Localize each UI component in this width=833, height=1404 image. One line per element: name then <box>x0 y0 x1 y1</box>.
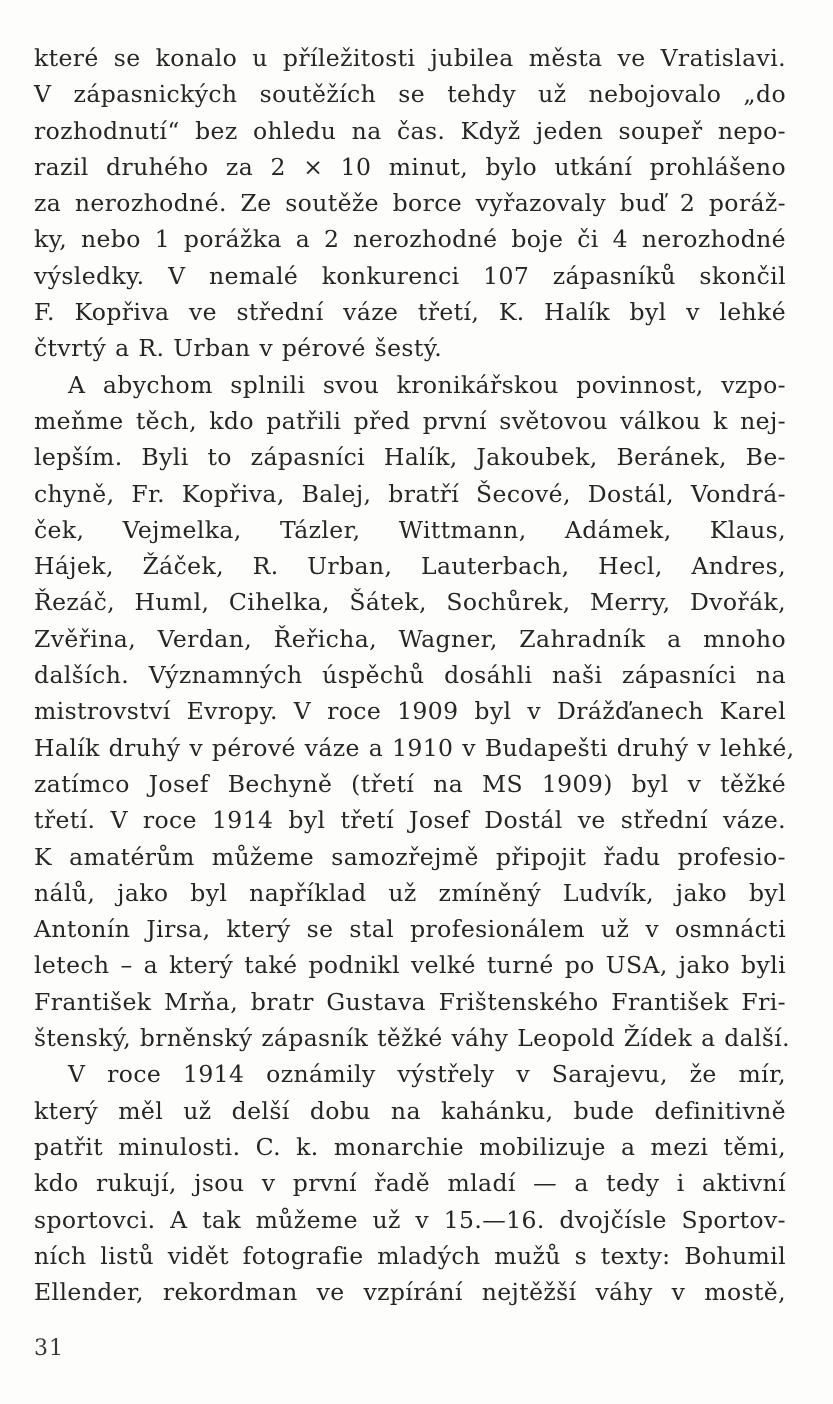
text-line: sportovci. A tak můžeme už v 15.—16. dvojčísle Sportov- <box>34 1205 786 1234</box>
text-line: štenský, brněnský zápasník těžké váhy Leopold Žídek a další. <box>34 1024 790 1053</box>
text-line: patřit minulosti. C. k. monarchie mobilizuje a mezi těmi, <box>34 1132 786 1161</box>
text-line: V roce 1914 oznámily výstřely v Sarajevu, že mír, <box>68 1060 786 1089</box>
page-number: 31 <box>34 1336 64 1361</box>
text-line: který měl už delší dobu na kahánku, bude definitivně <box>34 1096 786 1125</box>
text-line: zatímco Josef Bechyně (třetí na MS 1909) byl v těžké <box>34 769 786 798</box>
text-line: Halík druhý v pérové váze a 1910 v Budapešti druhý v lehké, <box>34 733 795 762</box>
text-line: lepším. Byli to zápasníci Halík, Jakoubek, Beránek, Be- <box>34 443 786 472</box>
text-line: čtvrtý a R. Urban v pérové šestý. <box>34 334 443 363</box>
text-line: ček, Vejmelka, Tázler, Wittmann, Adámek, Klaus, <box>34 515 786 544</box>
text-line: letech – a který také podnikl velké turné po USA, jako byli <box>34 951 786 980</box>
text-line: K amatérům můžeme samozřejmě připojit řadu profesio- <box>34 842 786 871</box>
text-line: rozhodnutí“ bez ohledu na čas. Když jeden soupeř nepo- <box>34 116 786 145</box>
text-line: za nerozhodné. Ze soutěže borce vyřazovaly buď 2 poráž- <box>34 189 786 218</box>
text-line: razil druhého za 2 × 10 minut, bylo utkání prohlášeno <box>34 152 786 181</box>
text-line: výsledky. V nemalé konkurenci 107 zápasníků skončil <box>34 261 786 290</box>
text-line: nálů, jako byl například už zmíněný Ludvík, jako byl <box>34 878 786 907</box>
body-text <box>34 40 795 1310</box>
text-line: Antonín Jirsa, který se stal profesionálem už v osmnácti <box>34 915 786 944</box>
text-line: F. Kopřiva ve střední váze třetí, K. Halík byl v lehké <box>34 298 786 327</box>
text-line: chyně, Fr. Kopřiva, Balej, bratří Šecové, Dostál, Vondrá- <box>34 479 786 508</box>
text-line: dalších. Významných úspěchů dosáhli naši zápasníci na <box>34 661 786 690</box>
text-line: Zvěřina, Verdan, Řeřicha, Wagner, Zahradník a mnoho <box>34 624 786 653</box>
text-line: ních listů vidět fotografie mladých mužů s texty: Bohumil <box>34 1241 786 1270</box>
text-line: V zápasnických soutěžích se tehdy už nebojovalo „do <box>34 80 786 109</box>
text-line: ky, nebo 1 porážka a 2 nerozhodné boje či 4 nerozhodné <box>34 225 786 254</box>
text-line: třetí. V roce 1914 byl třetí Josef Dostál ve střední váze. <box>34 806 786 835</box>
text-line: kdo rukují, jsou v první řadě mladí — a tedy i aktivní <box>34 1169 786 1198</box>
text-line: A abychom splnili svou kronikářskou povinnost, vzpo- <box>68 370 786 399</box>
text-line: které se konalo u příležitosti jubilea města ve Vratislavi. <box>34 44 786 72</box>
text-line: Hájek, Žáček, R. Urban, Lauterbach, Hecl, Andres, <box>34 552 786 581</box>
text-line: Řezáč, Huml, Cihelka, Šátek, Sochůrek, Merry, Dvořák, <box>34 588 786 617</box>
paragraph-1 <box>34 40 786 367</box>
text-line: František Mrňa, bratr Gustava Frištenského František Fri- <box>34 987 786 1016</box>
paragraph-3 <box>34 1056 786 1310</box>
text-line: Ellender, rekordman ve vzpírání nejtěžší váhy v mostě, <box>34 1278 786 1307</box>
text-line: meňme těch, kdo patřili před první světovou válkou k nej- <box>34 406 786 435</box>
paragraph-2 <box>34 367 795 1057</box>
text-line: mistrovství Evropy. V roce 1909 byl v Drážďanech Karel <box>34 697 786 726</box>
